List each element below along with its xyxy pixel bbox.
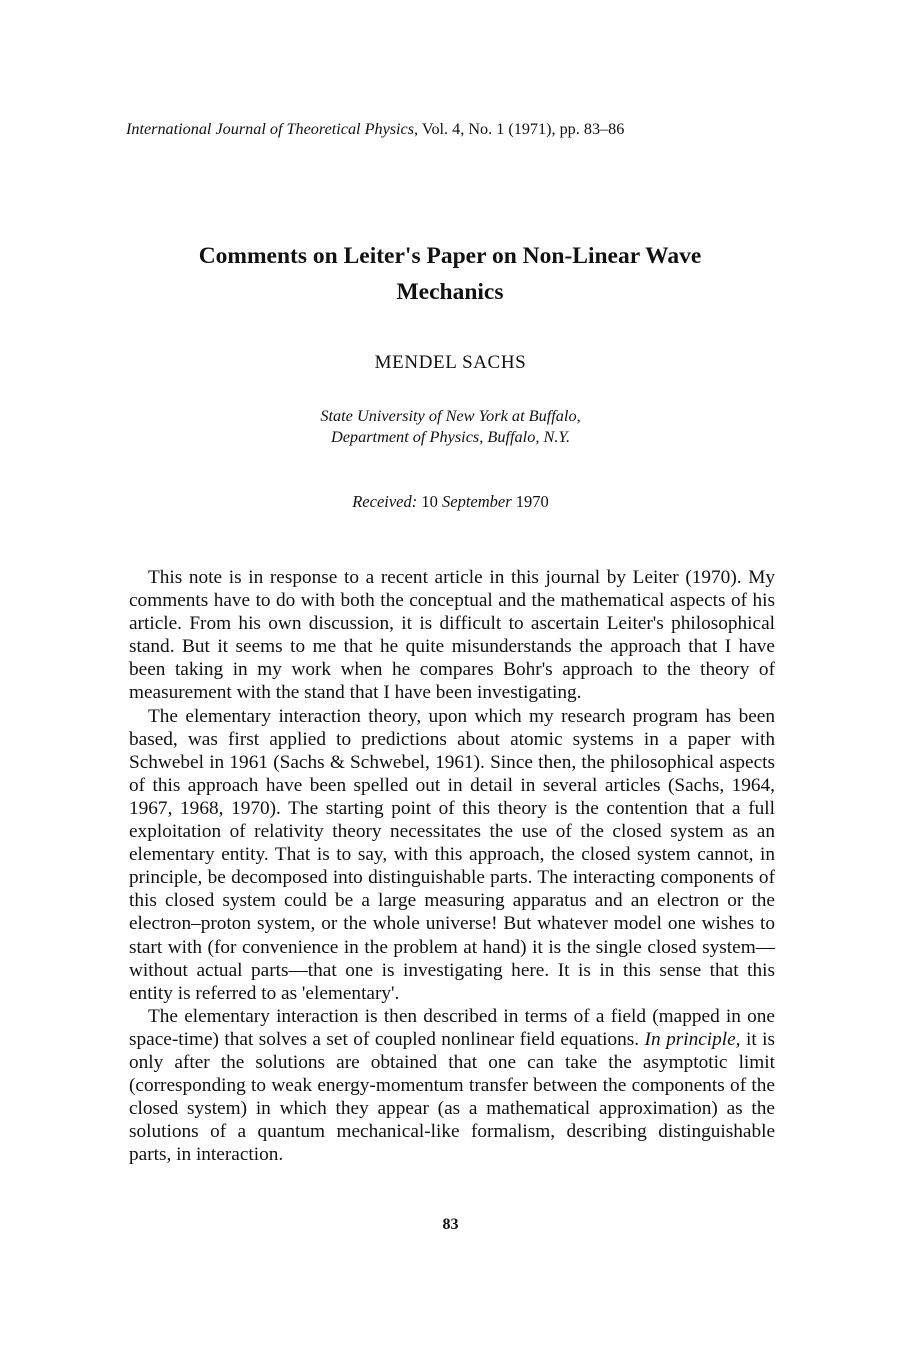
title-line-1: Comments on Leiter's Paper on Non-Linear Wave: [198, 243, 702, 269]
paragraph-3-rest: it is only after the solutions are obtained that one can take the asymptotic limit (corresponding to weak energy-momentum transfer between the components of the closed system) in which they appear (as a mathematical approximation) as the solutions of a quantum mechanical-like formalism, describing distinguishable parts, in interaction.: [129, 1028, 775, 1166]
volume-info: Vol. 4, No. 1 (1971), pp. 83–86: [418, 120, 625, 138]
journal-citation: [126, 120, 624, 139]
paragraph-3-lead: The elementary interaction is then described in terms of a field (mapped in one space-time) that solves a set of coupled nonlinear field equations.: [129, 1005, 775, 1050]
received-day: 10: [417, 492, 442, 511]
paragraph-3-emphasis: In principle,: [644, 1028, 741, 1050]
received-year: 1970: [511, 492, 549, 511]
journal-name: International Journal of Theoretical Physics,: [126, 120, 419, 138]
article-title: [140, 238, 760, 310]
paragraph-3: [129, 1005, 775, 1167]
received-date: [0, 492, 901, 512]
paragraph-2: The elementary interaction theory, upon which my research program has been based, was first applied to predictions about atomic systems in a paper with Schwebel in 1961 (Sachs & Schwebel, 1961). Since then, the philosophical aspects of this approach have been spelled out in detail in several articles (Sachs, 1964, 1967, 1968, 1970). The starting point of this theory is the contention that a full exploitation of relativity theory necessitates the use of the closed system as an elementary entity. That is to say, with this approach, the closed system cannot, in principle, be decomposed into distinguishable parts. The interacting components of this closed system could be a large measuring apparatus and an electron or the electron–proton system, or the whole universe! But whatever model one wishes to start with (for convenience in the problem at hand) it is the single closed system—without actual parts—that one is investigating here. It is in this sense that this entity is referred to as 'elementary'.: [129, 705, 775, 1004]
title-line-2: Mechanics: [396, 279, 504, 305]
affiliation-line-1: State University of New York at Buffalo,: [320, 406, 581, 425]
received-month: September: [442, 492, 512, 511]
article-body: [129, 566, 775, 1166]
author-affiliation: [0, 405, 901, 447]
author-name: MENDEL SACHS: [374, 352, 527, 373]
received-label: Received:: [352, 492, 418, 511]
page-number: 83: [442, 1216, 459, 1233]
paragraph-1: This note is in response to a recent article in this journal by Leiter (1970). My comments have to do with both the conceptual and the mathematical aspects of his article. From his own discussion, it is difficult to ascertain Leiter's philosophical stand. But it seems to me that he quite misunderstands the approach that I have been taking in my work when he compares Bohr's approach to the theory of measurement with the stand that I have been investigating.: [129, 567, 775, 704]
affiliation-line-2: Department of Physics, Buffalo, N.Y.: [330, 427, 571, 446]
